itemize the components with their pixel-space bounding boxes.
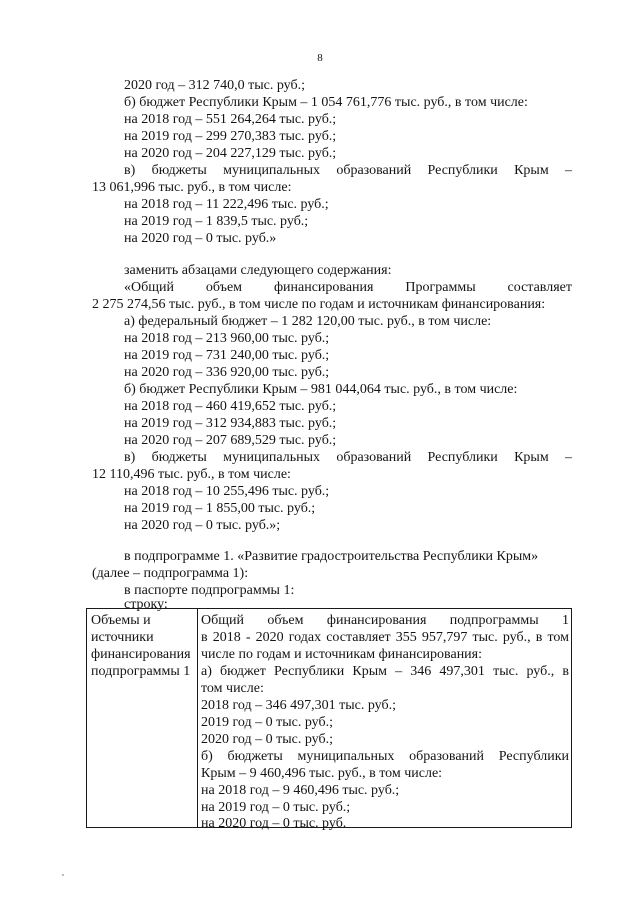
table-right-cell-line: на 2020 год – 0 тыс. руб. (201, 816, 347, 831)
text-line: на 2018 год – 460 419,652 тыс. руб.; (124, 399, 337, 414)
text-line: в) бюджеты муниципальных образований Республики Крым – (124, 450, 572, 465)
table-right-cell-line: 2019 год – 0 тыс. руб.; (201, 715, 333, 730)
text-line: на 2019 год – 1 855,00 тыс. руб.; (124, 501, 316, 516)
text-line: в подпрограмме 1. «Развитие градостроительства Республики Крым» (124, 549, 539, 564)
table-right-cell-line: на 2019 год – 0 тыс. руб.; (201, 800, 351, 815)
table-left-cell-line: источники (91, 630, 154, 645)
table-right-cell-line: а) бюджет Республики Крым – 346 497,301 тыс. руб., в (201, 664, 569, 679)
text-line: на 2019 год – 1 839,5 тыс. руб.; (124, 214, 309, 229)
text-line: на 2019 год – 312 934,883 тыс. руб.; (124, 416, 337, 431)
text-line: на 2020 год – 0 тыс. руб.»; (124, 518, 281, 533)
text-line: б) бюджет Республики Крым – 981 044,064 тыс. руб., в том числе: (124, 382, 518, 397)
text-line: 2020 год – 312 740,0 тыс. руб.; (124, 78, 305, 93)
table-right-cell-line: Общий объем финансирования подпрограммы 1 (201, 613, 569, 628)
scan-speck (62, 874, 64, 876)
financing-table (86, 608, 572, 831)
text-line: 13 061,996 тыс. руб., в том числе: (92, 180, 292, 195)
text-line: на 2020 год – 207 689,529 тыс. руб.; (124, 433, 337, 448)
table-right-cell-line: в 2018 - 2020 годах составляет 355 957,797 тыс. руб., в том (201, 630, 569, 645)
text-line: 2 275 274,56 тыс. руб., в том числе по годам и источникам финансирования: (92, 297, 546, 312)
text-line: 12 110,496 тыс. руб., в том числе: (92, 467, 291, 482)
text-line: на 2019 год – 299 270,383 тыс. руб.; (124, 129, 337, 144)
table-column-divider (197, 609, 198, 827)
text-line: на 2019 год – 731 240,00 тыс. руб.; (124, 348, 330, 363)
text-line: в паспорте подпрограммы 1: (124, 583, 295, 598)
text-line: (далее – подпрограмма 1): (92, 566, 249, 581)
table-right-cell-line: 2020 год – 0 тыс. руб.; (201, 732, 333, 747)
table-right-cell-line: том числе: (201, 681, 264, 696)
table-right-cell-line: числе по годам и источникам финансирования: (201, 647, 483, 662)
page-number: 8 (317, 52, 323, 64)
table-left-cell-line: подпрограммы 1 (91, 664, 191, 679)
table-right-cell-line: на 2018 год – 9 460,496 тыс. руб.; (201, 783, 400, 798)
text-line: а) федеральный бюджет – 1 282 120,00 тыс. руб., в том числе: (124, 314, 492, 329)
text-line: строку: (124, 597, 168, 612)
text-line: на 2018 год – 213 960,00 тыс. руб.; (124, 331, 330, 346)
table-right-cell-line: б) бюджеты муниципальных образований Республики (201, 749, 569, 764)
text-line: «Общий объем финансирования Программы составляет (124, 280, 572, 295)
text-line: на 2020 год – 0 тыс. руб.» (124, 231, 277, 246)
table-right-cell-line: Крым – 9 460,496 тыс. руб., в том числе: (201, 766, 443, 781)
text-line: на 2018 год – 10 255,496 тыс. руб.; (124, 484, 330, 499)
text-line: на 2018 год – 11 222,496 тыс. руб.; (124, 197, 329, 212)
text-line: в) бюджеты муниципальных образований Республики Крым – (124, 163, 572, 178)
text-line: на 2020 год – 204 227,129 тыс. руб.; (124, 146, 337, 161)
table-left-cell-line: Объемы и (91, 613, 151, 628)
table-left-cell-line: финансирования (91, 647, 191, 662)
text-line: на 2018 год – 551 264,264 тыс. руб.; (124, 112, 337, 127)
text-line: б) бюджет Республики Крым – 1 054 761,776 тыс. руб., в том числе: (124, 95, 528, 110)
table-right-cell-line: 2018 год – 346 497,301 тыс. руб.; (201, 698, 396, 713)
text-line: на 2020 год – 336 920,00 тыс. руб.; (124, 365, 330, 380)
text-line: заменить абзацами следующего содержания: (124, 263, 392, 278)
